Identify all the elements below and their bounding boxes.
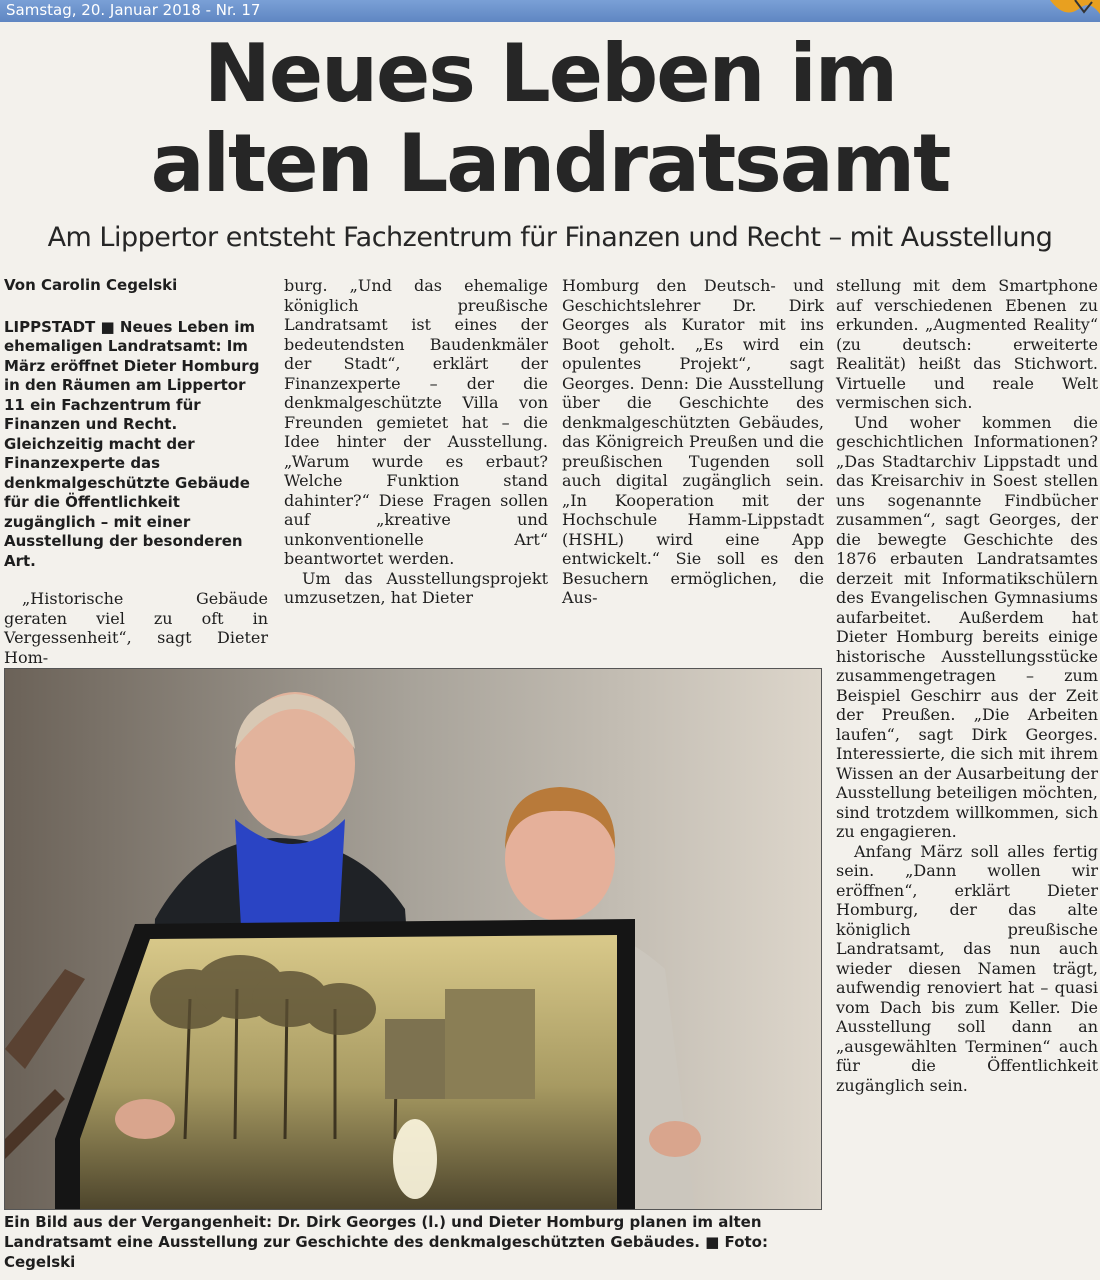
date-banner <box>0 0 1100 22</box>
lead-location: LIPPSTADT <box>4 317 96 336</box>
body-paragraph: Und woher kommen die geschichtlichen Informationen? „Das Stadtarchiv Lippstadt und das Kreisarchiv in Soest stellen uns sogenannte Findbücher zusammen“, sagt Georges, der die bewegte Geschichte des 1876 erbauten Landratsamtes derzeit mit Informatikschülern des Evangelischen Gymnasiums aufarbeitet. Außerdem hat Dieter Homburg bereits einige historische Ausstellungsstücke zusammengetragen – zum Beispiel Geschirr aus der Zeit der Preußen. „Die Arbeiten laufen“, sagt Dirk Georges. Interessierte, die sich mit ihrem Wissen an der Ausarbeitung der Ausstellung beteiligen möchten, sind trotzdem willkommen, sich zu engagieren. <box>836 412 1098 841</box>
lead-text: Neues Leben im ehemaligen Landratsamt: Im März eröffnet Dieter Homburg in den Räumen am Lippertor 11 ein Fachzentrum für Finanzen und Recht. Gleichzeitig macht der Finanzexperte das denkmalgeschützte Gebäude für die Öffentlichkeit zugänglich – mit einer Ausstellung der besonderen Art. <box>4 317 260 570</box>
byline: Von Carolin Cegelski <box>4 276 178 294</box>
body-paragraph: burg. „Und das ehemalige königlich preußische Landratsamt ist eines der bedeutendsten Baudenkmäler der Stadt“, erklärt der Finanzexperte – der die denkmalgeschützte Villa von Freunden gemietet hat – die Idee hinter der Ausstellung. „Warum wurde es erbaut? Welche Funktion stand dahinter?“ Diese Fragen sollen auf „kreative und unkonventionelle Art“ beantwortet werden. <box>284 276 548 568</box>
article-column-1 <box>4 276 268 667</box>
body-paragraph: stellung mit dem Smartphone auf verschiedenen Ebenen zu erkunden. „Augmented Reality“ (zu deutsch: erweiterte Realität) heißt das Stichwort. Virtuelle und reale Welt vermischen sich. <box>836 276 1098 412</box>
corner-decoration-icon <box>980 0 1100 22</box>
article-photo <box>4 668 822 1210</box>
article-column-2 <box>284 276 548 608</box>
article-column-3 <box>562 276 824 608</box>
headline-line-2: alten Landratsamt <box>150 117 950 210</box>
article-column-4 <box>836 276 1098 1095</box>
body-paragraph: Um das Ausstellungsprojekt umzusetzen, hat Dieter <box>284 568 548 607</box>
lead-paragraph: LIPPSTADT ■ Neues Leben im ehemaligen Landratsamt: Im März eröffnet Dieter Homburg in den Räumen am Lippertor 11 ein Fachzentrum für Finanzen und Recht. Gleichzeitig macht der Finanzexperte das denkmalgeschützte Gebäude für die Öffentlichkeit zugänglich – mit einer Ausstellung der besonderen Art. <box>4 317 260 570</box>
photo-caption: Ein Bild aus der Vergangenheit: Dr. Dirk Georges (l.) und Dieter Homburg planen im alten Landratsamt eine Ausstellung zur Geschichte des denkmalgeschützten Gebäudes. ■ Foto: Cegelski <box>4 1213 768 1271</box>
subheadline: Am Lippertor entsteht Fachzentrum für Finanzen und Recht – mit Ausstellung <box>47 222 1053 253</box>
headline-line-1: Neues Leben im <box>203 27 897 120</box>
photo-illustration <box>5 669 821 1209</box>
body-paragraph: „Historische Gebäude geraten viel zu oft in Vergessenheit“, sagt Dieter Hom- <box>4 589 268 667</box>
body-paragraph: Homburg den Deutsch- und Geschichtslehrer Dr. Dirk Georges als Kurator mit ins Boot geholt. „Es wird ein opulentes Projekt“, sagt Georges. Denn: Die Ausstellung über die Geschichte des denkmalgeschützten Gebäudes, das Königreich Preußen und die preußischen Tugenden soll auch digital zugänglich sein. „In Kooperation mit der Hochschule Hamm-Lippstadt (HSHL) wird eine App entwickelt.“ Sie soll es den Besuchern ermöglichen, die Aus- <box>562 276 824 607</box>
body-paragraph: Anfang März soll alles fertig sein. „Dann wollen wir eröffnen“, erklärt Dieter Homburg, der das alte königlich preußische Landratsamt, das nun auch wieder diesen Namen trägt, aufwendig renoviert hat – quasi vom Dach bis zum Keller. Die Ausstellung soll dann an „ausgewählten Terminen“ auch für die Öffentlichkeit zugänglich sein. <box>836 841 1098 1095</box>
dateline: Samstag, 20. Januar 2018 - Nr. 17 <box>6 1 261 19</box>
